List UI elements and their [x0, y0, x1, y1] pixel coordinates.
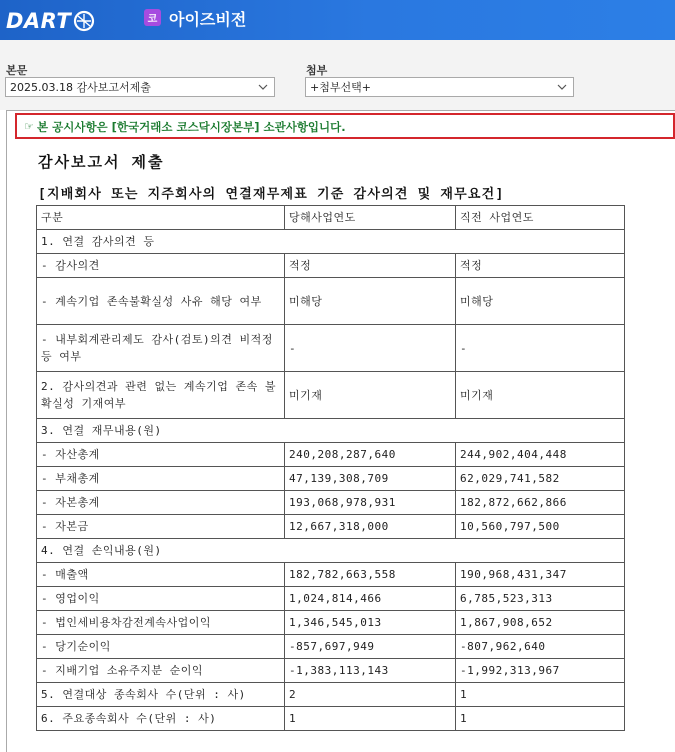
prior-year-value: 미해당: [456, 278, 625, 325]
row-label: - 자산총계: [37, 443, 285, 467]
main-doc-select-value: 2025.03.18 감사보고서제출: [10, 81, 151, 94]
table-row: [37, 659, 625, 683]
audit-financial-table: [36, 205, 625, 731]
attachment-select-value: +첨부선택+: [310, 81, 371, 94]
current-year-value: 미기재: [285, 372, 456, 419]
logo-text: DART: [6, 9, 72, 33]
table-row: [37, 372, 625, 419]
document-subtitle: [지배회사 또는 지주회사의 연결재무제표 기준 감사의견 및 재무요건]: [38, 187, 505, 202]
table-row: [37, 707, 625, 731]
row-label: - 영업이익: [37, 587, 285, 611]
chevron-down-icon: [258, 82, 268, 92]
table-row: [37, 515, 625, 539]
current-year-value: 12,667,318,000: [285, 515, 456, 539]
table-row: [37, 611, 625, 635]
column-header: 구분: [37, 206, 285, 230]
prior-year-value: 62,029,741,582: [456, 467, 625, 491]
row-label: - 자본금: [37, 515, 285, 539]
notice-text: 본 공시사항은 [한국거래소 코스닥시장본부] 소관사항입니다.: [37, 120, 346, 134]
section-label: 1. 연결 감사의견 등: [37, 230, 625, 254]
prior-year-value: 10,560,797,500: [456, 515, 625, 539]
chevron-down-icon: [557, 82, 567, 92]
table-row: [37, 254, 625, 278]
current-year-value: -: [285, 325, 456, 372]
attachment-label: 첨부: [306, 64, 328, 77]
table-row: [37, 443, 625, 467]
table-row: [37, 491, 625, 515]
company-name: 아이즈비전: [169, 10, 247, 29]
column-header: 당해사업연도: [285, 206, 456, 230]
current-year-value: 1,024,814,466: [285, 587, 456, 611]
dart-logo-mark-icon: [73, 10, 95, 32]
prior-year-value: 190,968,431,347: [456, 563, 625, 587]
jurisdiction-notice: [15, 113, 675, 139]
prior-year-value: 적정: [456, 254, 625, 278]
prior-year-value: 182,872,662,866: [456, 491, 625, 515]
table-header-row: [37, 206, 625, 230]
current-year-value: -1,383,113,143: [285, 659, 456, 683]
current-year-value: 2: [285, 683, 456, 707]
current-year-value: 182,782,663,558: [285, 563, 456, 587]
current-year-value: -857,697,949: [285, 635, 456, 659]
prior-year-value: 1: [456, 707, 625, 731]
hand-pointer-icon: ☞: [24, 120, 34, 133]
row-label: 6. 주요종속회사 수(단위 : 사): [37, 707, 285, 731]
document-selector-bar: [0, 40, 675, 110]
dart-logo[interactable]: [6, 8, 95, 34]
prior-year-value: -: [456, 325, 625, 372]
column-header: 직전 사업연도: [456, 206, 625, 230]
row-label: - 당기순이익: [37, 635, 285, 659]
prior-year-value: 1: [456, 683, 625, 707]
table-row: [37, 325, 625, 372]
document-title: 감사보고서 제출: [38, 153, 165, 171]
table-row: [37, 563, 625, 587]
section-label: 4. 연결 손익내용(원): [37, 539, 625, 563]
row-label: - 자본총계: [37, 491, 285, 515]
row-label: 5. 연결대상 종속회사 수(단위 : 사): [37, 683, 285, 707]
current-year-value: 240,208,287,640: [285, 443, 456, 467]
current-year-value: 1,346,545,013: [285, 611, 456, 635]
prior-year-value: -807,962,640: [456, 635, 625, 659]
prior-year-value: 244,902,404,448: [456, 443, 625, 467]
prior-year-value: 1,867,908,652: [456, 611, 625, 635]
row-label: - 감사의견: [37, 254, 285, 278]
row-label: - 계속기업 존속불확실성 사유 해당 여부: [37, 278, 285, 325]
prior-year-value: 미기재: [456, 372, 625, 419]
row-label: - 부채총계: [37, 467, 285, 491]
table-row: [37, 635, 625, 659]
current-year-value: 미해당: [285, 278, 456, 325]
kosdaq-badge: 코: [144, 9, 161, 26]
table-row: [37, 467, 625, 491]
current-year-value: 적정: [285, 254, 456, 278]
row-label: - 내부회계관리제도 감사(검토)의견 비적정 등 여부: [37, 325, 285, 372]
main-doc-label: 본문: [6, 64, 28, 77]
section-label: 3. 연결 재무내용(원): [37, 419, 625, 443]
row-label: - 지배기업 소유주지분 순이익: [37, 659, 285, 683]
section-row: [37, 230, 625, 254]
current-year-value: 193,068,978,931: [285, 491, 456, 515]
row-label: - 법인세비용차감전계속사업이익: [37, 611, 285, 635]
top-header-bar: [0, 0, 675, 40]
section-row: [37, 539, 625, 563]
attachment-select[interactable]: [305, 77, 574, 97]
table-row: [37, 278, 625, 325]
current-year-value: 47,139,308,709: [285, 467, 456, 491]
main-doc-select[interactable]: [5, 77, 275, 97]
row-label: - 매출액: [37, 563, 285, 587]
row-label: 2. 감사의견과 관련 없는 계속기업 존속 불확실성 기재여부: [37, 372, 285, 419]
prior-year-value: 6,785,523,313: [456, 587, 625, 611]
section-row: [37, 419, 625, 443]
table-row: [37, 683, 625, 707]
table-row: [37, 587, 625, 611]
current-year-value: 1: [285, 707, 456, 731]
prior-year-value: -1,992,313,967: [456, 659, 625, 683]
